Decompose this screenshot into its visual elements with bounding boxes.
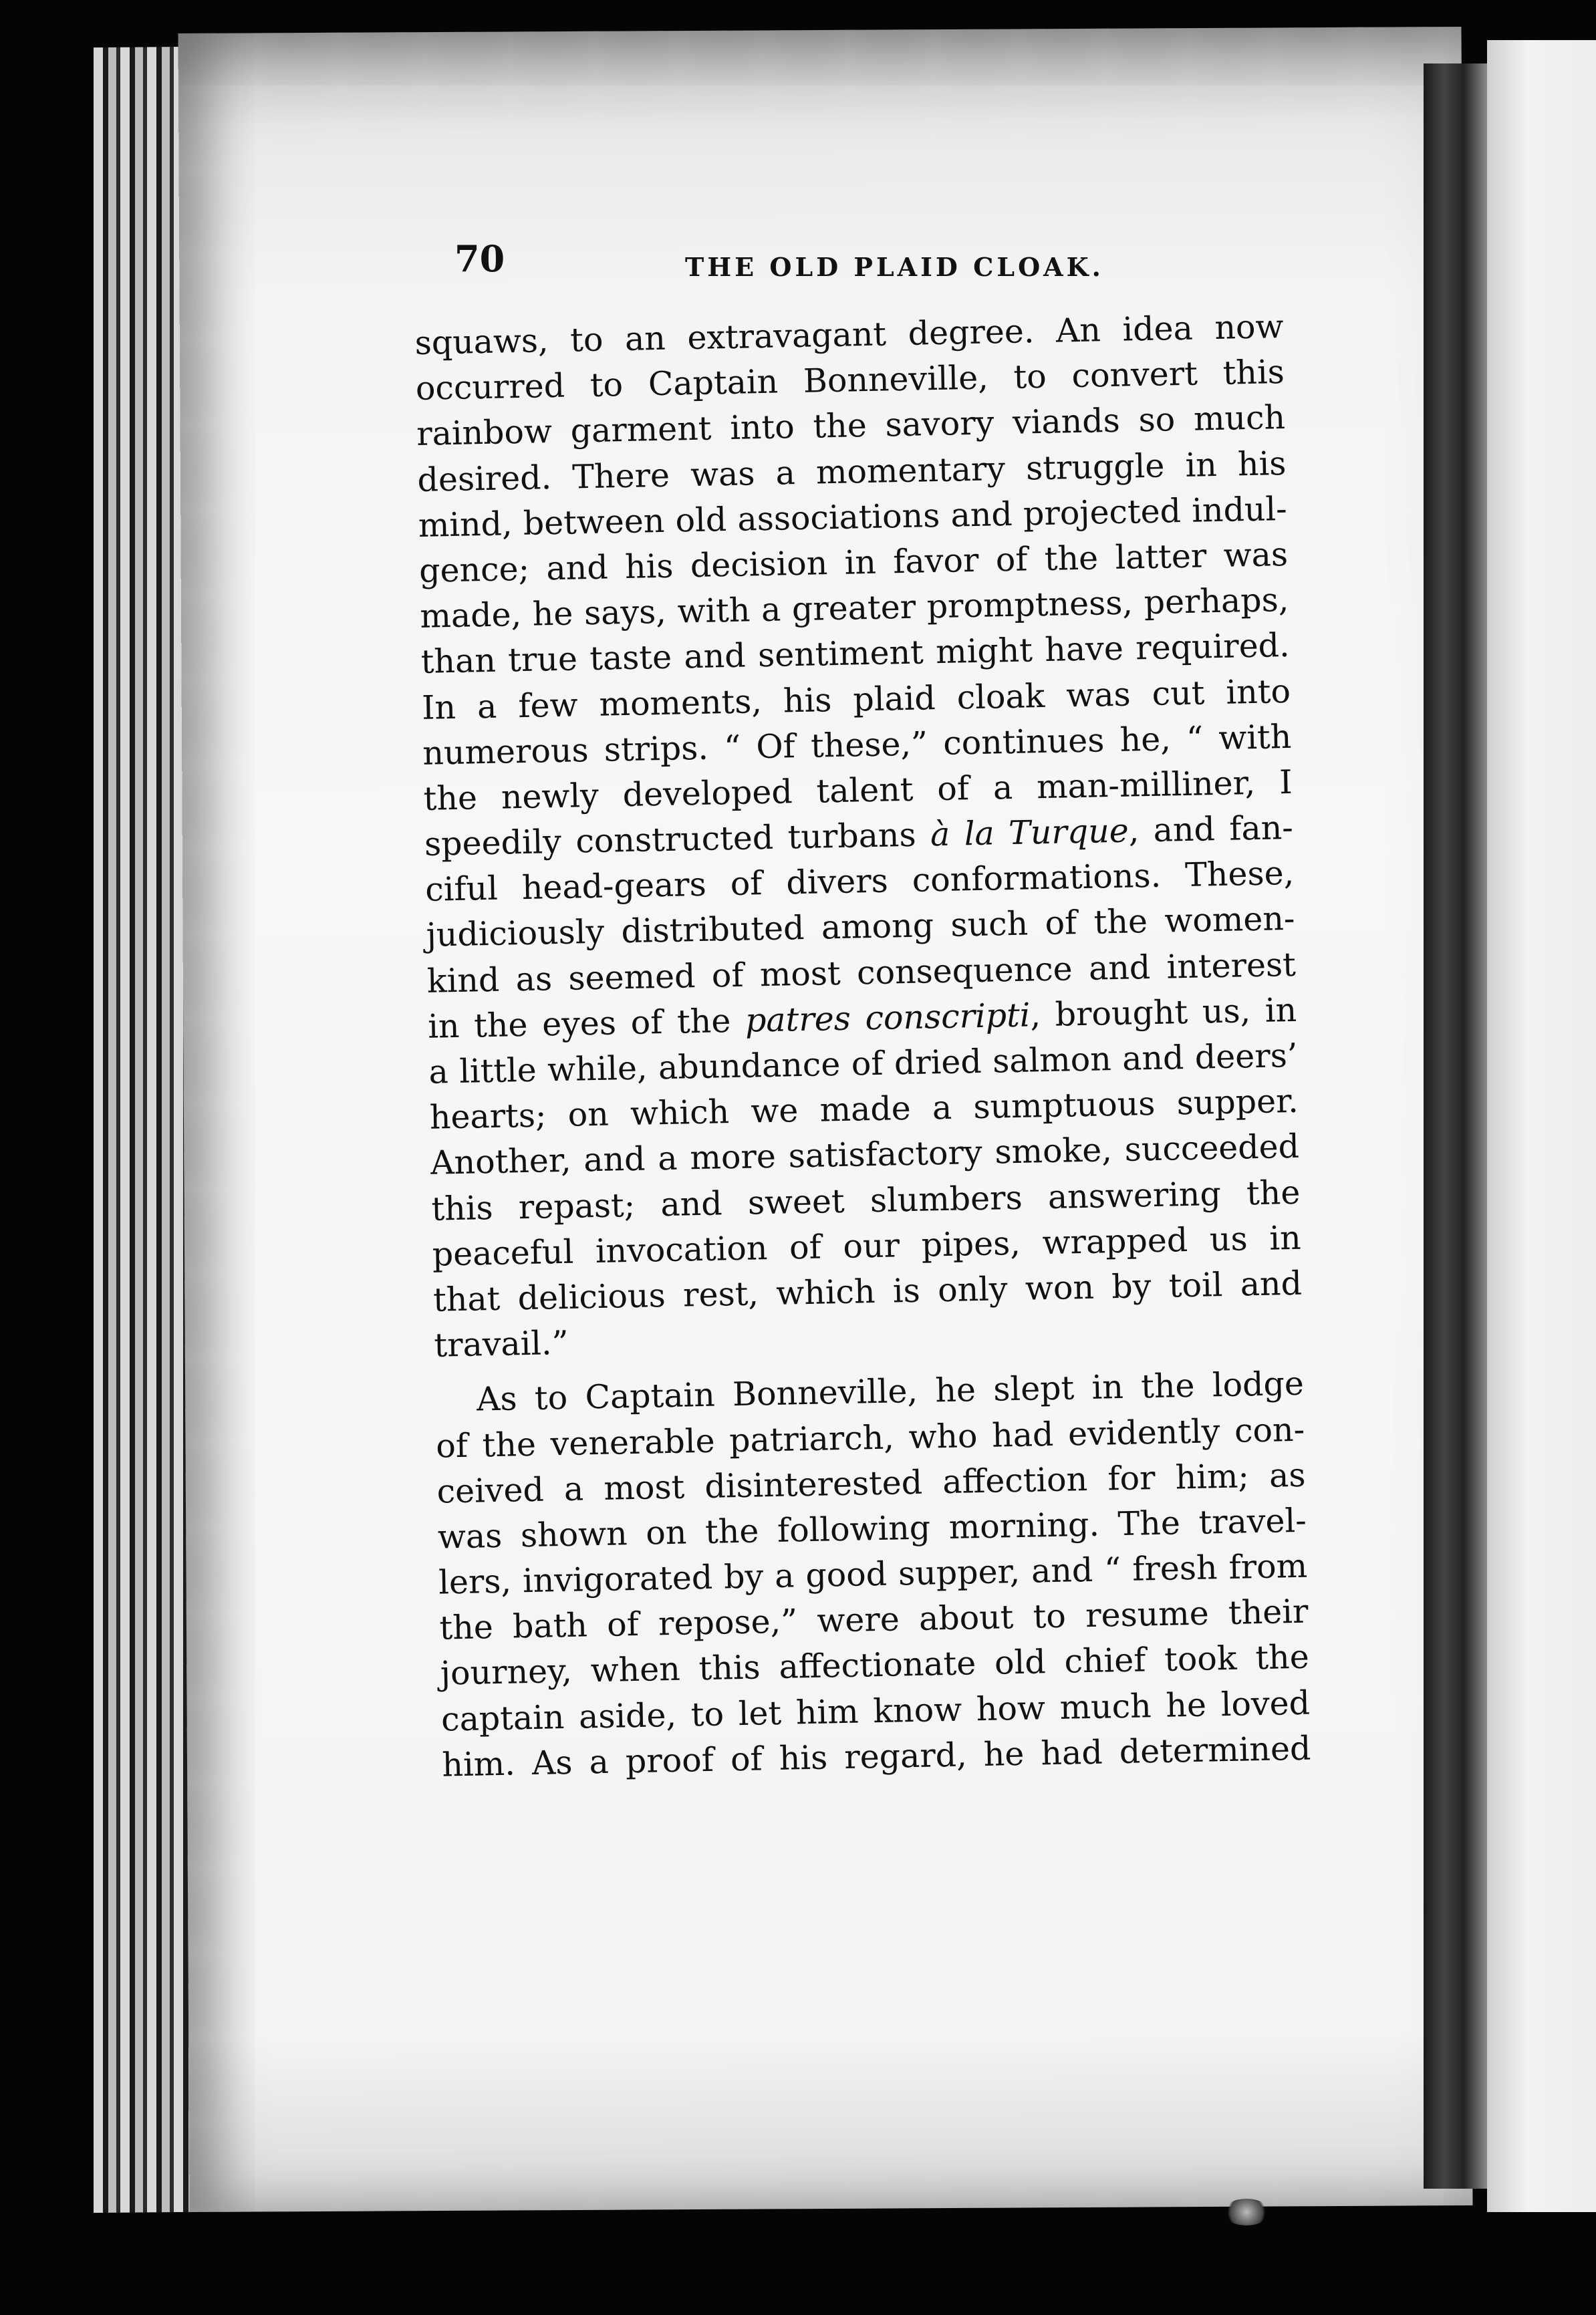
text-line: gence; and his decision in favor of the latter was [418, 535, 1289, 590]
text-line: journey, when this affectionate old chief took the [440, 1638, 1310, 1693]
text-line: peaceful invocation of our pipes, wrapped us in [432, 1218, 1302, 1274]
text-line: in the eyes of the patres conscripti, brought us, in [427, 990, 1297, 1046]
text-line: was shown on the following morning. The travel- [437, 1501, 1307, 1556]
text-line: ciful head-gears of divers conformations. These, [424, 854, 1295, 910]
text-line: As to Captain Bonneville, he slept in the lodge [476, 1365, 1305, 1419]
text-line: occurred to Captain Bonneville, to convert this [415, 353, 1285, 408]
text-line: Another, and a more satisfactory smoke, succeeded [430, 1127, 1300, 1183]
italic-phrase: patres conscripti [745, 996, 1031, 1040]
text-line: this repast; and sweet slumbers answering the [430, 1173, 1301, 1228]
text-line: travail.” [433, 1323, 569, 1365]
text-line: made, he says, with a greater promptness, perhaps, [419, 581, 1289, 636]
text-line: a little while, abundance of dried salmon and deers’ [428, 1036, 1298, 1091]
page-stain [1223, 2199, 1270, 2225]
text-line: hearts; on which we made a sumptuous supper. [429, 1082, 1299, 1137]
page-header [454, 237, 1337, 297]
text-line: him. As a proof of his regard, he had determined [441, 1729, 1311, 1784]
text-line: of the venerable patriarch, who had evidently con- [435, 1410, 1305, 1466]
text-line: numerous strips. “ Of these,” continues he, “ with [422, 717, 1292, 773]
italic-phrase: à la Turque [930, 811, 1129, 854]
facing-page-edge [1487, 40, 1596, 2212]
text-line: the bath of repose,” were about to resume their [439, 1592, 1309, 1647]
text-line: mind, between old associations and projected indul- [418, 489, 1288, 545]
page-number: 70 [454, 237, 505, 280]
text-line: squaws, to an extravagant degree. An idea now [414, 307, 1284, 362]
text-line: desired. There was a momentary struggle in his [417, 444, 1287, 499]
page-gutter [1424, 63, 1487, 2189]
text-line: In a few moments, his plaid cloak was cut into [421, 672, 1291, 727]
text-line: judiciously distributed among such of the women- [426, 900, 1295, 955]
text-line: the newly developed talent of a man-milliner, I [423, 763, 1293, 818]
text-line: speedily constructed turbans à la Turque, and fan- [424, 808, 1294, 863]
running-title: THE OLD PLAID CLOAK. [685, 252, 1104, 282]
text-line: lers, invigorated by a good supper, and “ fresh from [438, 1546, 1308, 1602]
text-line: captain aside, to let him know how much he loved [440, 1683, 1311, 1739]
text-line: kind as seemed of most consequence and interest [426, 945, 1297, 1000]
text-line: that delicious rest, which is only won by toil and [432, 1264, 1303, 1319]
body-text [414, 304, 1311, 1788]
text-line: rainbow garment into the savory viands so much [416, 398, 1286, 454]
text-line: ceived a most disinterested affection for him; as [436, 1456, 1306, 1511]
text-line: than true taste and sentiment might have required. [420, 626, 1291, 682]
